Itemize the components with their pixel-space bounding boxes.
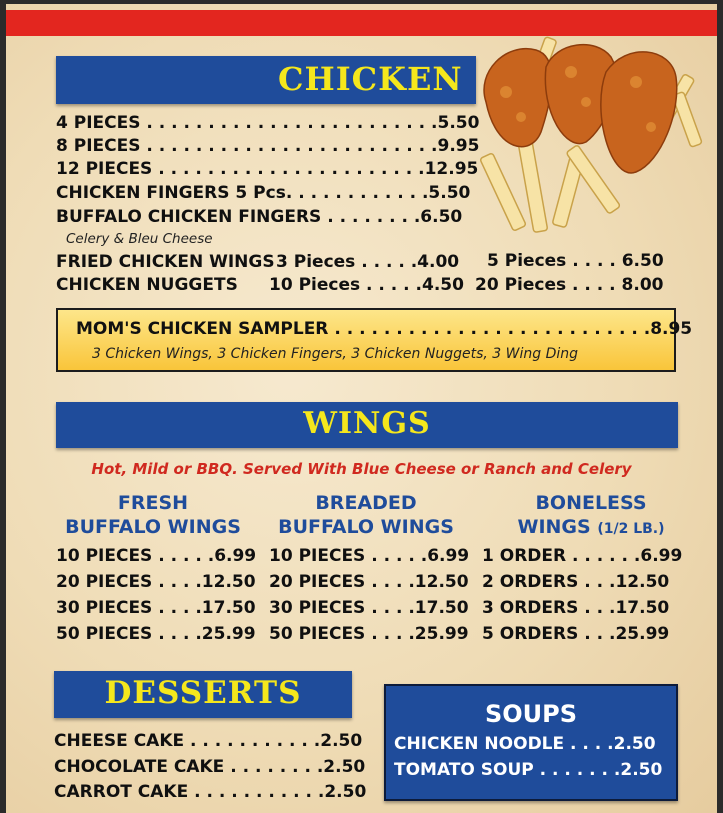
chicken-sampler-box [56,308,693,372]
chicken-fries-image [466,32,716,247]
soups-title: SOUPS [484,700,578,728]
desserts-section-banner [54,671,352,718]
nuggets-option-1: 10 Pieces . . . . .4.50 [269,275,464,295]
dessert-item: CHOCOLATE CAKE . . . . . . . .2.50 [54,757,366,777]
wings-col-breaded-head1: BREADED [315,492,417,514]
chicken-item-fingers: CHICKEN FINGERS 5 Pcs. . . . . . . . . . . .5.50 [56,183,471,203]
fresh-wings-row: 10 PIECES . . . . .6.99 [56,546,257,566]
wings-title: WINGS [303,406,431,441]
nuggets-option-2: 20 Pieces . . . . 8.00 [475,275,664,295]
chicken-item-12-pieces: 12 PIECES . . . . . . . . . . . . . . . . . . . . . .12.95 [56,159,479,179]
wings-col-boneless-header [496,491,686,541]
wings-tagline: Hot, Mild or BBQ. Served With Blue Cheese or Ranch and Celery [91,460,632,478]
chicken-item-buffalo-fingers: BUFFALO CHICKEN FINGERS . . . . . . . .6.50 [56,207,463,227]
breaded-wings-row: 20 PIECES . . . .12.50 [269,572,469,592]
dessert-item: CARROT CAKE . . . . . . . . . . .2.50 [54,782,367,802]
chicken-section-banner [56,56,476,104]
wings-section-banner [56,402,678,448]
fried-wings-option-2: 5 Pieces . . . . 6.50 [487,251,664,271]
wings-col-breaded-header [271,491,461,539]
wings-col-fresh-header [58,491,248,539]
breaded-wings-row: 30 PIECES . . . .17.50 [269,598,469,618]
boneless-wings-row: 3 ORDERS . . .17.50 [482,598,670,618]
soup-item: CHICKEN NOODLE . . . .2.50 [394,734,656,754]
wings-col-boneless-head1: BONELESS [535,492,647,514]
boneless-wings-row: 2 ORDERS . . .12.50 [482,572,670,592]
breaded-wings-row: 50 PIECES . . . .25.99 [269,624,469,644]
soup-item: TOMATO SOUP . . . . . . .2.50 [394,760,663,780]
boneless-wings-row: 1 ORDER . . . . . .6.99 [482,546,683,566]
chicken-item-4-pieces: 4 PIECES . . . . . . . . . . . . . . . . . . . . . . . .5.50 [56,113,480,133]
fresh-wings-row: 50 PIECES . . . .25.99 [56,624,256,644]
fried-wings-name: FRIED CHICKEN WINGS [56,252,275,272]
wings-col-boneless-head2: WINGS [517,516,591,538]
desserts-title: DESSERTS [104,675,302,711]
wings-col-fresh-head1: FRESH [117,492,189,514]
chicken-title: CHICKEN [278,60,463,98]
dessert-item: CHEESE CAKE . . . . . . . . . . .2.50 [54,731,363,751]
sampler-description: 3 Chicken Wings, 3 Chicken Fingers, 3 Chicken Nuggets, 3 Wing Ding [92,346,579,362]
wings-col-boneless-weight: (1/2 LB.) [597,521,665,537]
wings-col-breaded-head2: BUFFALO WINGS [278,516,454,538]
buffalo-fingers-note: Celery & Bleu Cheese [66,231,213,247]
fresh-wings-row: 20 PIECES . . . .12.50 [56,572,256,592]
sampler-line: MOM'S CHICKEN SAMPLER . . . . . . . . . . . . . . . . . . . . . . . . . .8.95 [76,319,693,339]
fried-wings-option-1: 3 Pieces . . . . .4.00 [276,252,460,272]
breaded-wings-row: 10 PIECES . . . . .6.99 [269,546,470,566]
menu-page [6,4,717,813]
nuggets-name: CHICKEN NUGGETS [56,275,238,295]
fresh-wings-row: 30 PIECES . . . .17.50 [56,598,256,618]
wings-col-fresh-head2: BUFFALO WINGS [65,516,241,538]
boneless-wings-row: 5 ORDERS . . .25.99 [482,624,670,644]
chicken-item-8-pieces: 8 PIECES . . . . . . . . . . . . . . . . . . . . . . . .9.95 [56,136,480,156]
soups-box [384,684,678,801]
